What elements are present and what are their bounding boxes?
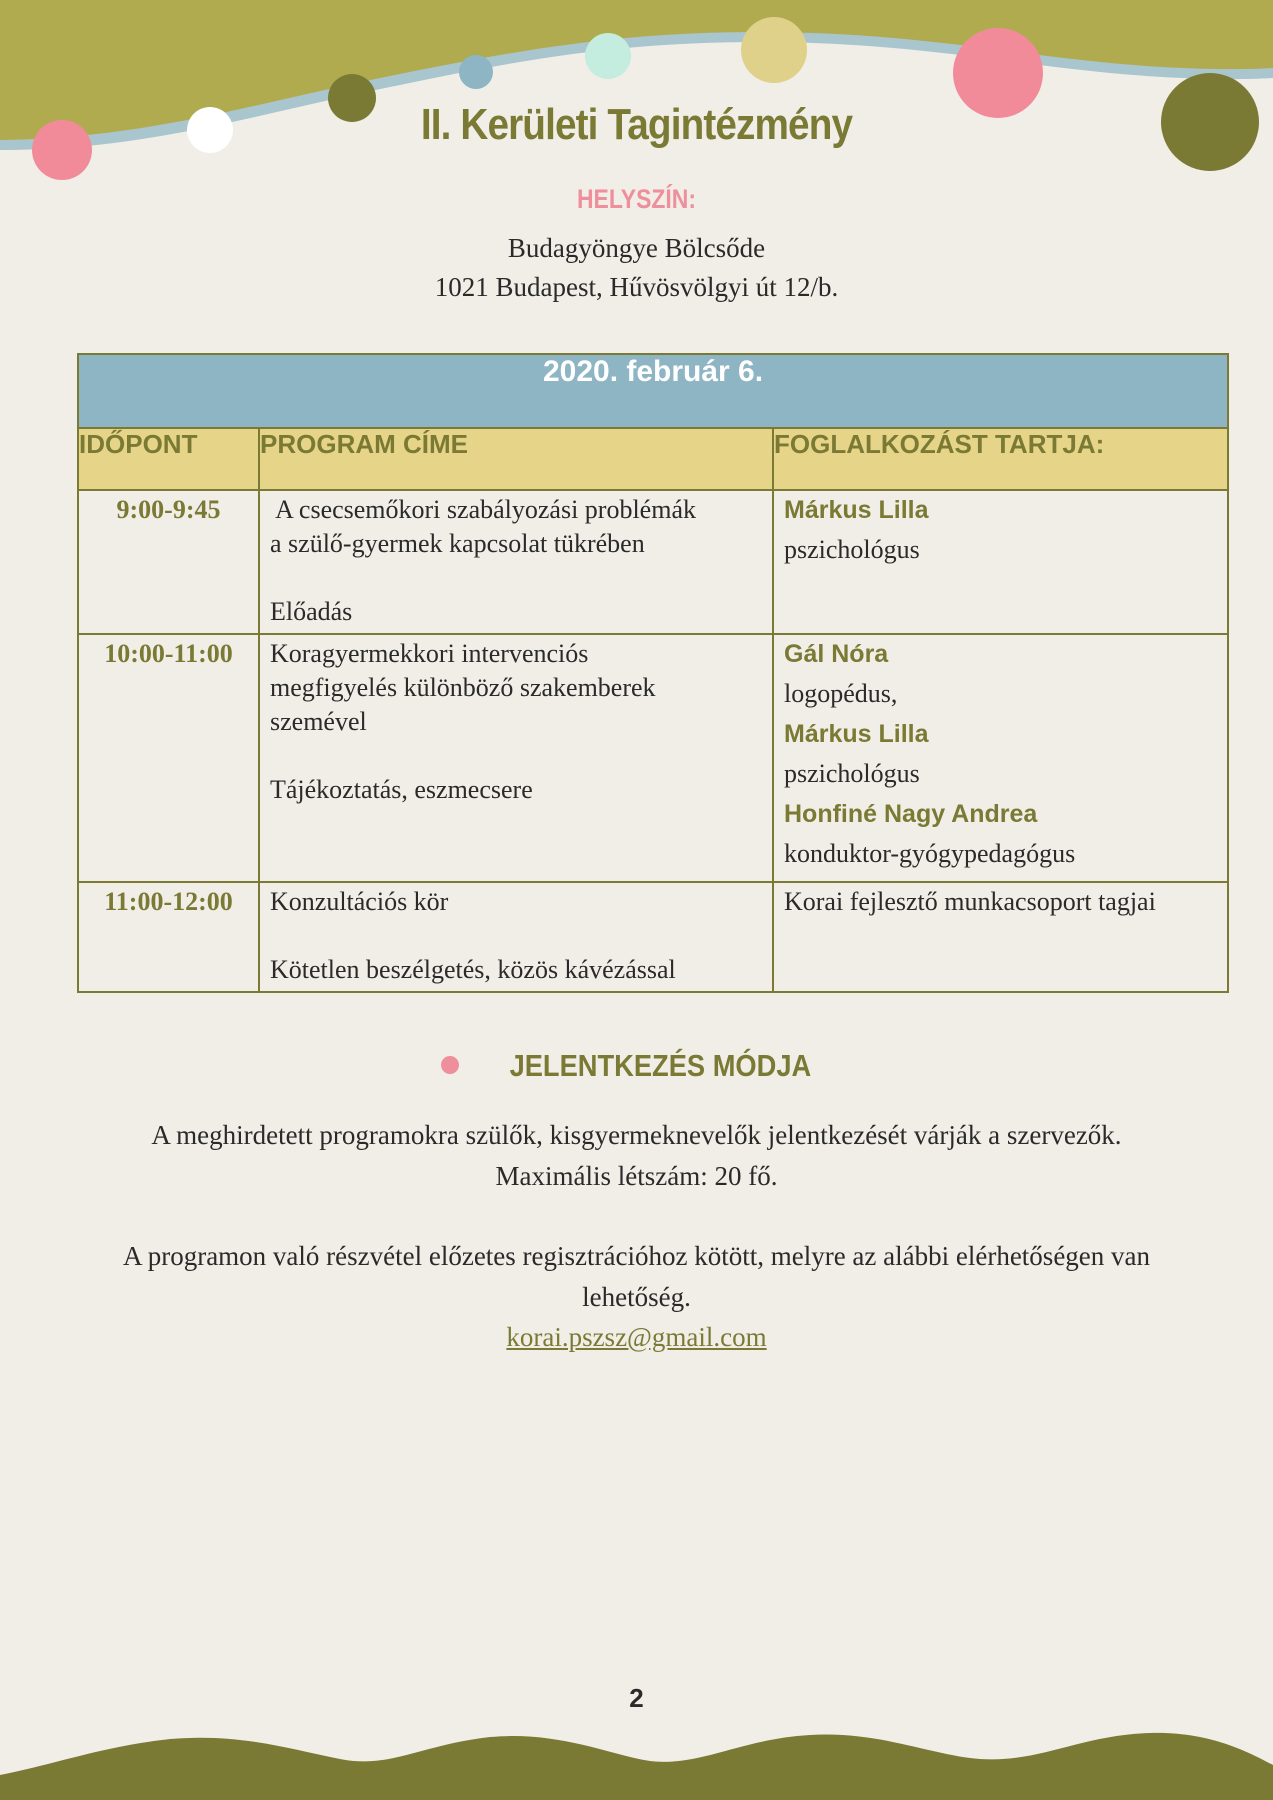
row-program [259,882,773,992]
row-time: 9:00-9:45 [78,490,259,634]
table-row [78,882,1228,992]
presenter-name: Honfiné Nagy Andrea [784,800,1038,828]
row-time: 10:00-11:00 [78,634,259,882]
program-type: Tájékoztatás, eszmecsere [270,775,533,804]
header-program: PROGRAM CÍME [259,428,773,490]
presenter-name: Márkus Lilla [784,720,929,748]
page-number: 2 [629,1683,644,1713]
footer-decoration [0,1725,1273,1800]
registration-text-3: A programon való részvétel előzetes regisztrációhoz kötött, melyre az alábbi elérhetőségen van [122,1241,1151,1271]
presenter-role: konduktor-gyógypedagógus [784,839,1076,868]
presenter-role: logopédus, [784,679,898,708]
program-title-line: Koragyermekkori intervenciós [270,639,589,668]
header-row [78,428,1228,490]
table-row [78,490,1228,634]
row-presenters [773,634,1228,882]
presenter-name: Gál Nóra [784,640,889,668]
registration-text-1: A meghirdetett programokra szülők, kisgyermeknevelők jelentkezését várják a szervezők. [151,1120,1122,1150]
table-row [78,634,1228,882]
program-type: Kötetlen beszélgetés, közös kávézással [270,955,676,984]
presenter-role: pszichológus [784,759,920,788]
row-program [259,490,773,634]
spacer [270,739,762,773]
program-title-line: szemével [270,707,367,736]
date-row [78,354,1228,428]
program-title-line: megfigyelés különböző szakemberek [270,673,656,702]
venue-address: 1021 Budapest, Hűvösvölgyi út 12/b. [434,272,839,302]
header-time: IDŐPONT [78,428,259,490]
bullet-dot-icon [441,1056,459,1074]
dot-beige [741,17,807,83]
dot-mint [585,33,631,79]
page-title: II. Kerületi Tagintézmény [420,100,853,149]
dot-blue-small [459,55,493,89]
program-title-line: Konzultációs kör [270,887,449,916]
registration-text-2: Maximális létszám: 20 fő. [495,1161,778,1191]
registration-heading [0,1048,1273,1084]
schedule-table [77,353,1229,993]
header-decoration [0,0,1273,180]
presenter-name: Márkus Lilla [784,496,929,524]
spacer [270,561,762,595]
venue-label: HELYSZÍN: [576,184,697,214]
spacer [270,919,762,953]
row-presenters [773,490,1228,634]
row-time: 11:00-12:00 [78,882,259,992]
presenter-role: pszichológus [784,535,920,564]
email-link[interactable]: korai.pszsz@gmail.com [506,1322,767,1352]
registration-heading-text: JELENTKEZÉS MÓDJA [509,1048,812,1083]
schedule-date: 2020. február 6. [78,354,1228,428]
program-type: Előadás [270,597,353,626]
header-presenter: FOGLALKOZÁST TARTJA: [773,428,1228,490]
program-title-line: a szülő-gyermek kapcsolat tükrében [270,529,645,558]
presenter-text: Korai fejlesztő munkacsoport tagjai [784,887,1156,916]
footer-wave [0,1733,1273,1800]
row-program [259,634,773,882]
row-presenters [773,882,1228,992]
registration-text-4: lehetőség. [582,1282,691,1312]
program-title-line: A csecsemőkori szabályozási problémák [270,495,696,524]
venue-name: Budagyöngye Bölcsőde [507,233,766,263]
